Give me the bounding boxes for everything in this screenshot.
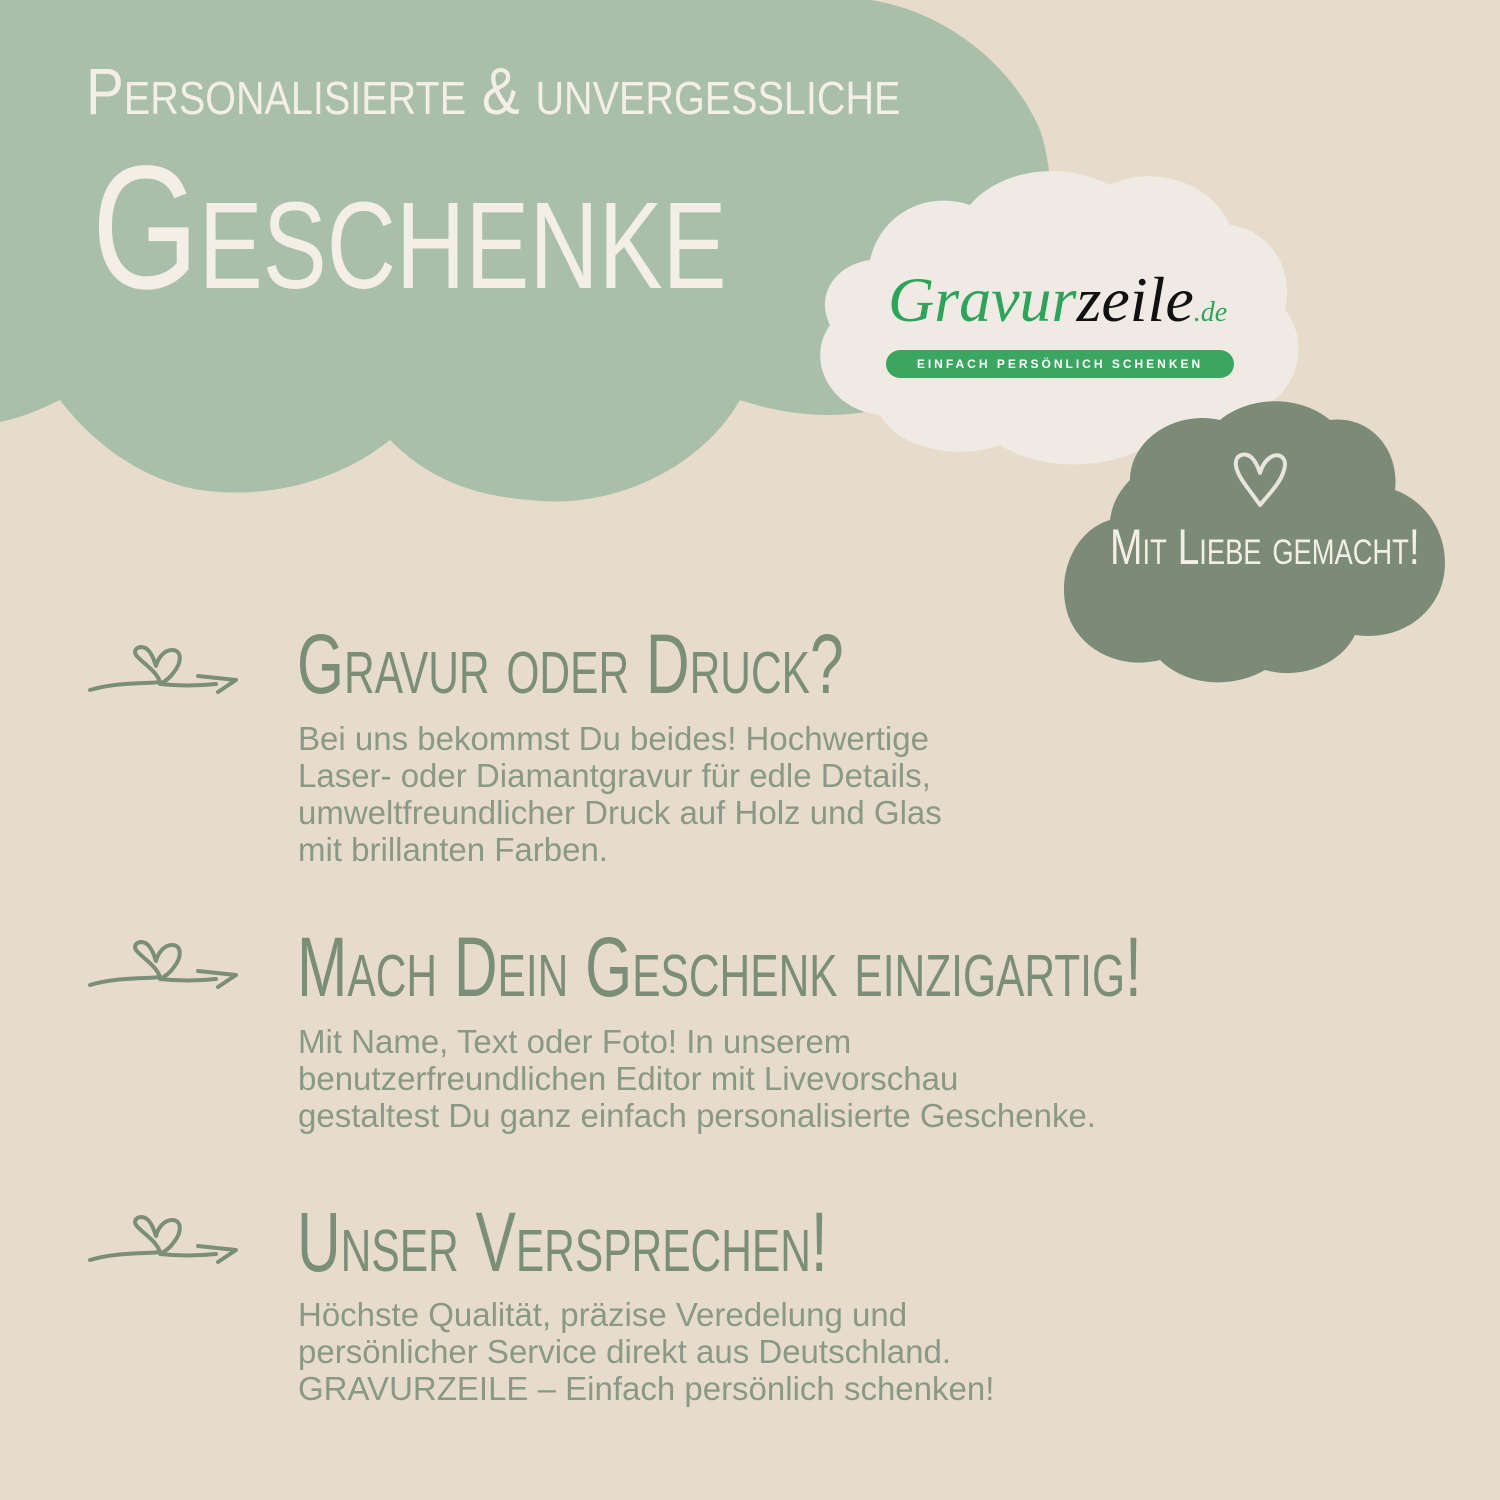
logo-tagline: EINFACH PERSÖNLICH SCHENKEN — [886, 350, 1234, 378]
brand-logo — [880, 264, 1240, 388]
section-body — [298, 1296, 1298, 1407]
body-line: Laser- oder Diamantgravur für edle Details, — [298, 757, 931, 794]
logo-name-part1: Gravur — [888, 264, 1077, 335]
logo-name-part2: zeile — [1076, 264, 1194, 335]
logo-tld: .de — [1193, 297, 1228, 328]
section-title: Gravur oder Druck? — [297, 617, 844, 711]
header-title: Geschenke — [92, 130, 727, 326]
body-line: Höchste Qualität, präzise Veredelung und — [298, 1296, 908, 1333]
body-line: umweltfreundlicher Druck auf Holz und Glas — [298, 794, 942, 831]
body-line: benutzerfreundlichen Editor mit Livevorschau — [298, 1060, 959, 1097]
section-title: Unser Versprechen! — [297, 1195, 828, 1289]
body-line: gestaltest Du ganz einfach personalisierte Geschenke. — [298, 1097, 1096, 1134]
body-line: Mit Name, Text oder Foto! In unserem — [298, 1023, 852, 1060]
logo-wordmark — [888, 264, 1228, 335]
body-line: mit brillanten Farben. — [298, 831, 608, 868]
header-subtitle: Personalisierte & unvergessliche — [86, 54, 901, 128]
badge-text: Mit Liebe gemacht! — [1110, 519, 1420, 575]
body-line: persönlicher Service direkt aus Deutschland. — [298, 1333, 951, 1370]
section-body — [298, 720, 1298, 868]
section-title: Mach Dein Geschenk einzigartig! — [297, 920, 1142, 1014]
body-line: GRAVURZEILE – Einfach persönlich schenken! — [298, 1370, 995, 1407]
heart-arrow-icon — [86, 640, 242, 700]
heart-arrow-icon — [86, 1210, 242, 1270]
heart-arrow-icon — [86, 935, 242, 995]
section-body — [298, 1023, 1298, 1134]
body-line: Bei uns bekommst Du beides! Hochwertige — [298, 720, 929, 757]
